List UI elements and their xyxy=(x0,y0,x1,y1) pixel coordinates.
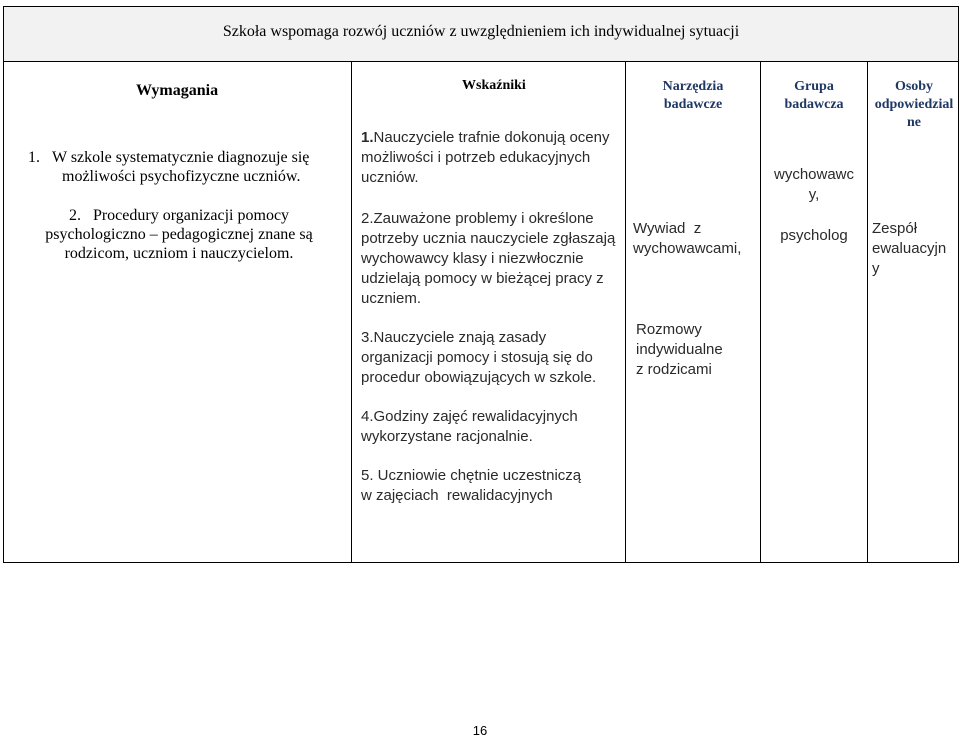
responsible-team: Zespół ewaluacyjn y xyxy=(872,220,947,277)
indicator-5: 5. Uczniowie chętnie uczestniczą w zajęciach rewalidacyjnych xyxy=(361,467,582,504)
column-divider xyxy=(625,62,626,562)
document-title: Szkoła wspomaga rozwój uczniów z uwzględnieniem ich indywidualnej sytuacji xyxy=(222,23,740,40)
group-wychowawcy: wychowawc y, xyxy=(773,166,855,203)
indicator-3: 3.Nauczyciele znają zasady organizacji pomocy i stosują się do procedur obowiązujących w szkole. xyxy=(361,329,597,386)
indicator-4: 4.Godziny zajęć rewalidacyjnych wykorzystane racjonalnie. xyxy=(361,408,578,445)
document-title-box xyxy=(3,6,959,62)
page-number: 16 xyxy=(472,723,488,738)
requirement-2: 2. Procedury organizacji pomocy psychologiczno – pedagogicznej znane są rodzicom, uczniom i nauczycielom. xyxy=(45,207,313,262)
column-divider xyxy=(867,62,868,562)
header-wskazniki: Wskaźniki xyxy=(462,78,526,93)
header-grupa: Grupa badawcza xyxy=(784,79,844,112)
group-psycholog: psycholog xyxy=(780,227,848,244)
header-wymagania: Wymagania xyxy=(136,82,219,99)
tool-conversations: Rozmowy indywidualne z rodzicami xyxy=(636,321,723,378)
evaluation-table xyxy=(3,62,959,563)
tool-interview: Wywiad z wychowawcami, xyxy=(633,220,742,257)
header-osoby: Osoby odpowiedzial ne xyxy=(874,79,954,130)
requirement-1: 1. W szkole systematycznie diagnozuje się możliwości psychofizyczne uczniów. xyxy=(28,149,310,185)
indicator-1: 1.Nauczyciele trafnie dokonują oceny możliwości i potrzeb edukacyjnych uczniów. xyxy=(361,129,610,186)
column-divider xyxy=(351,62,352,562)
column-divider xyxy=(760,62,761,562)
indicator-2: 2.Zauważone problemy i określone potrzeby ucznia nauczyciele zgłaszają wychowawcy klasy i niezwłocznie udzielają pomocy w bieżącej pracy z uczniem. xyxy=(361,210,616,307)
header-narzedzia: Narzędzia badawcze xyxy=(662,79,724,112)
